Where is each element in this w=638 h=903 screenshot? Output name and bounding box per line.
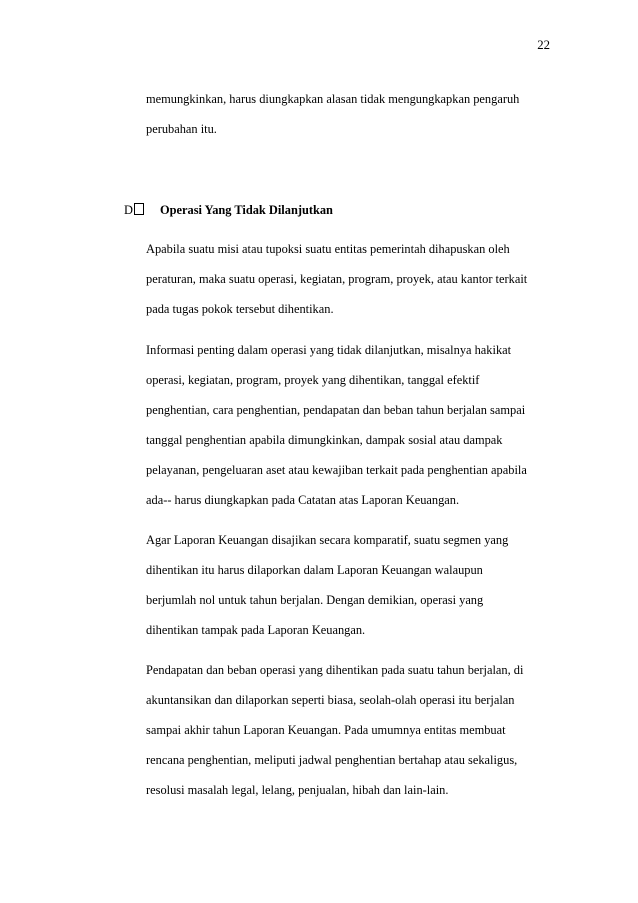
paragraph-line: akuntansikan dan dilaporkan seperti biasa, seolah-olah operasi itu berjalan <box>146 693 515 707</box>
paragraph-line: Agar Laporan Keuangan disajikan secara komparatif, suatu segmen yang <box>146 533 509 547</box>
paragraph-line: pelayanan, pengeluaran aset atau kewajiban terkait pada penghentian apabila <box>146 463 527 477</box>
paragraph-line: penghentian, cara penghentian, pendapatan dan beban tahun berjalan sampai <box>146 403 526 417</box>
paragraph-line: pada tugas pokok tersebut dihentikan. <box>146 302 334 316</box>
page-number: 22 <box>537 38 550 52</box>
paragraph-line: resolusi masalah legal, lelang, penjualan, hibah dan lain-lain. <box>146 783 449 797</box>
paragraph-line: sampai akhir tahun Laporan Keuangan. Pada umumnya entitas membuat <box>146 723 506 737</box>
paragraph-line: berjumlah nol untuk tahun berjalan. Dengan demikian, operasi yang <box>146 593 484 607</box>
paragraph-line: Pendapatan dan beban operasi yang dihentikan pada suatu tahun berjalan, di <box>146 663 524 677</box>
paragraph-line: dihentikan itu harus dilaporkan dalam Laporan Keuangan walaupun <box>146 563 483 577</box>
missing-glyph-box-icon <box>134 203 144 215</box>
paragraph-line: rencana penghentian, meliputi jadwal penghentian bertahap atau sekaligus, <box>146 753 518 767</box>
paragraph-line: tanggal penghentian apabila dimungkinkan, dampak sosial atau dampak <box>146 433 503 447</box>
section-letter: D <box>124 203 133 217</box>
paragraph-line: peraturan, maka suatu operasi, kegiatan, program, proyek, atau kantor terkait <box>146 272 528 286</box>
paragraph-line: dihentikan tampak pada Laporan Keuangan. <box>146 623 366 637</box>
section-title: Operasi Yang Tidak Dilanjutkan <box>160 203 333 217</box>
paragraph-line: Informasi penting dalam operasi yang tidak dilanjutkan, misalnya hakikat <box>146 343 512 357</box>
paragraph-line: Apabila suatu misi atau tupoksi suatu entitas pemerintah dihapuskan oleh <box>146 242 510 256</box>
intro-line: perubahan itu. <box>146 122 217 136</box>
intro-line: memungkinkan, harus diungkapkan alasan tidak mengungkapkan pengaruh <box>146 92 520 106</box>
paragraph-line: ada-- harus diungkapkan pada Catatan atas Laporan Keuangan. <box>146 493 460 507</box>
paragraph-line: operasi, kegiatan, program, proyek yang dihentikan, tanggal efektif <box>146 373 480 387</box>
section-marker <box>124 203 144 218</box>
